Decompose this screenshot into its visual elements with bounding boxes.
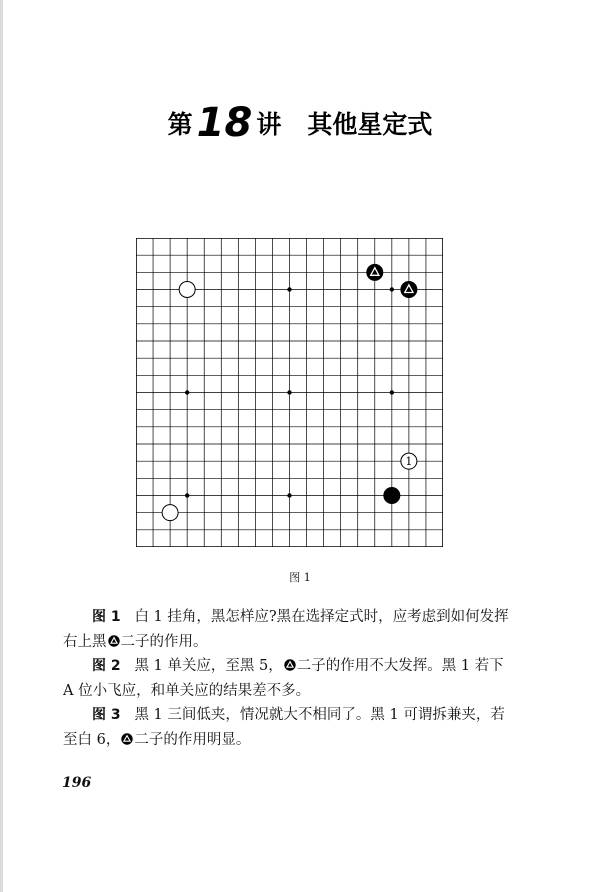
page-number: 196 [62,775,92,791]
black-triangle-stone-icon [284,659,296,671]
paragraph-1-text-a: 白 1 挂角，黑怎样应?黑在选择定式时，应考虑到如何发挥右上黑 [63,609,509,650]
paragraph-3-text-b: 二子的作用明显。 [134,731,251,748]
title-number: 18 [196,100,253,146]
paragraph-3 [63,703,510,752]
black-stone [384,488,400,504]
paragraph-1-label: 图 1 [92,609,121,625]
title-name: 其他星定式 [307,110,433,139]
white-stone [162,505,178,521]
paragraph-1-text-b: 二子的作用。 [120,633,208,650]
black-triangle-stone-icon [121,733,133,745]
paragraph-2-label: 图 2 [92,658,121,674]
stone-move-number: 1 [405,454,413,468]
paragraph-1 [63,605,510,654]
go-board-diagram [136,238,443,547]
paragraph-2-text-a: 黑 1 单关应，至黑 5， [134,658,283,674]
title-lecture: 讲 [256,110,282,139]
go-board-svg [136,238,443,547]
white-stone [179,282,195,298]
star-point [390,390,394,394]
star-point [185,493,189,497]
star-point [287,390,291,394]
black-triangle-stone-icon [108,635,120,647]
paragraph-3-text-a: 黑 1 三间低夹，情况就大不相同了。黑 1 可谓拆兼夹，若至白 6， [63,707,505,748]
star-point [287,493,291,497]
body-text [63,605,510,752]
star-point [390,287,394,291]
paragraph-2 [63,654,510,703]
paragraph-3-label: 图 3 [92,707,121,723]
paragraph-2-text-b: 二子的作用不大发挥。黑 1 若下 A 位小飞应，和单关应的结果差不多。 [63,658,504,699]
chapter-title [0,100,600,146]
star-point [287,287,291,291]
title-prefix: 第 [167,110,193,139]
star-point [185,390,189,394]
figure-caption: 图 1 [289,571,311,584]
